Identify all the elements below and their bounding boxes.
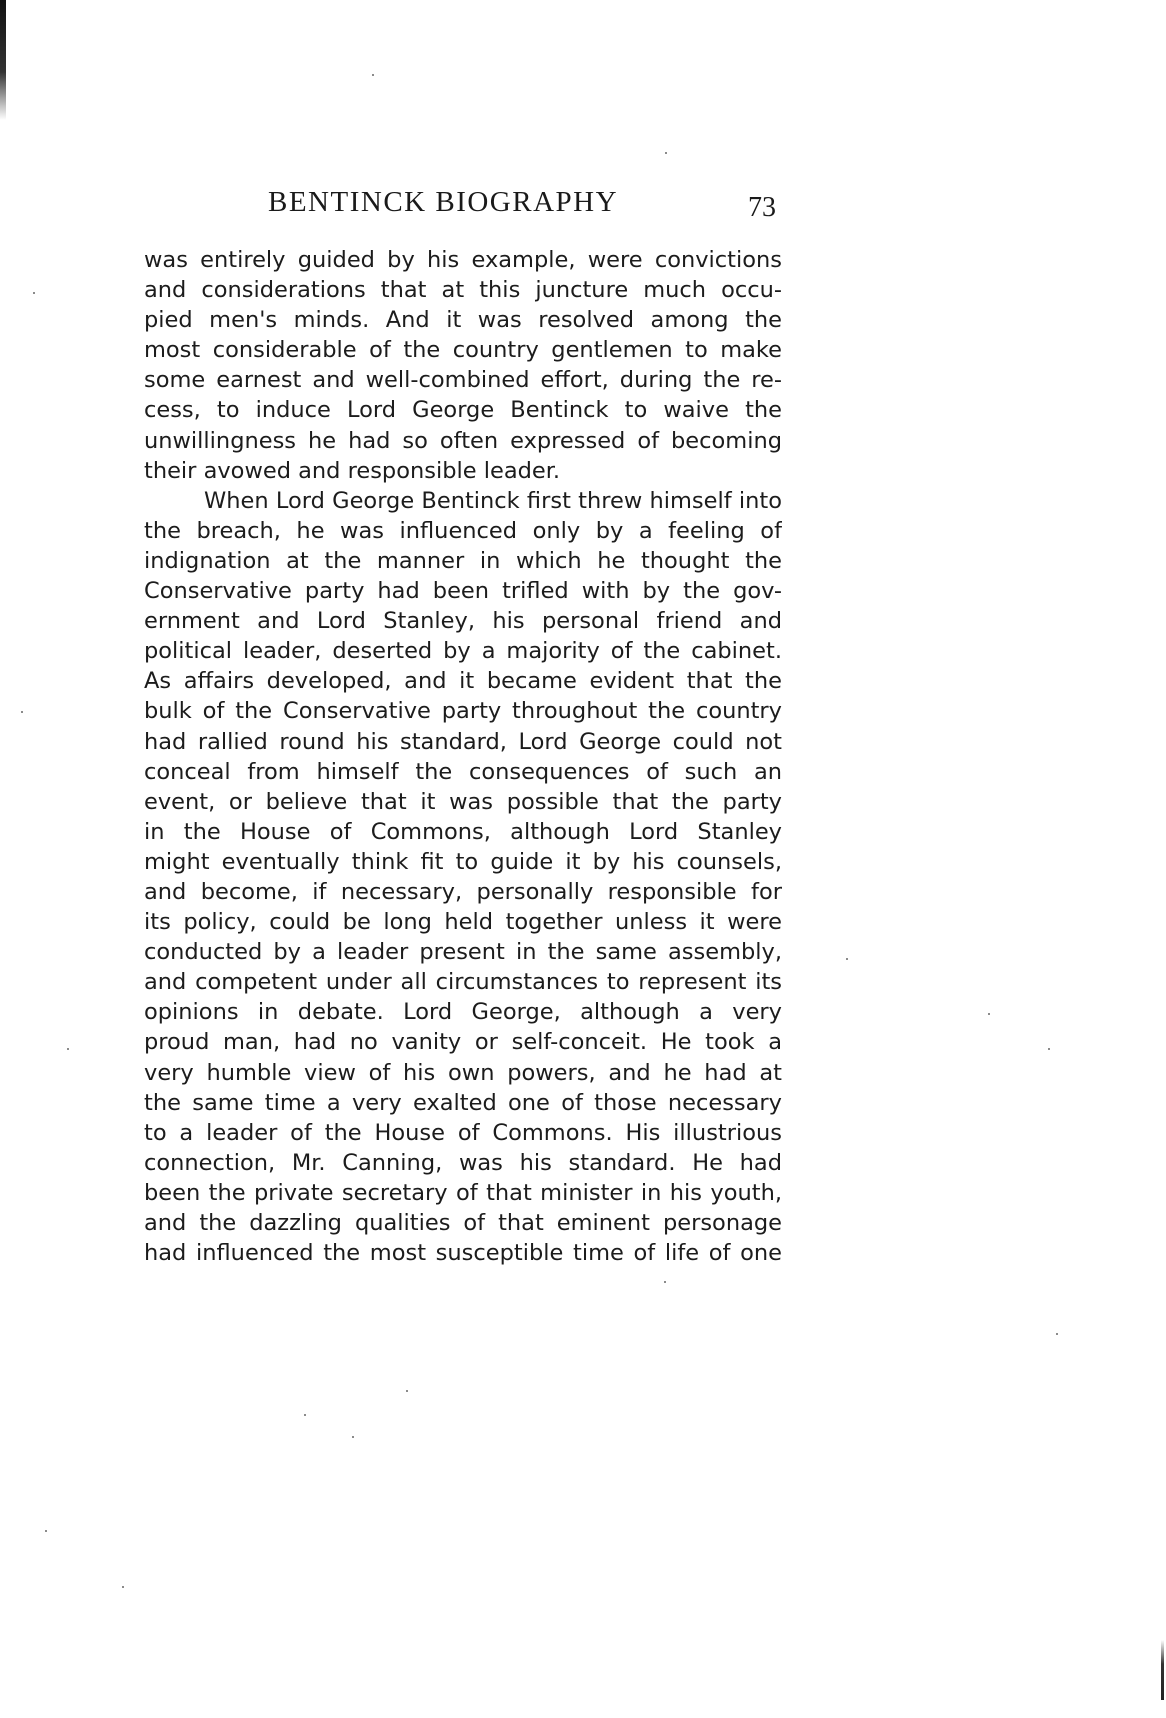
scan-speck [21, 711, 23, 713]
scan-speck [665, 152, 667, 154]
scan-speck [1056, 1333, 1058, 1335]
scan-edge-shadow [1161, 1640, 1164, 1700]
text-line: cess, to induce Lord George Bentinck to waive the [144, 397, 782, 424]
paragraph-2 [144, 486, 782, 1268]
text-line: was entirely guided by his example, were convictions [144, 247, 782, 273]
text-line: very humble view of his own powers, and he had at [144, 1059, 782, 1086]
body-text [144, 245, 782, 1268]
text-line: and considerations that at this juncture much occu- [144, 277, 782, 304]
scan-binding-shadow [0, 0, 6, 120]
paragraph-1 [144, 245, 782, 486]
text-line: and the dazzling qualities of that eminent personage [144, 1210, 782, 1236]
text-line: its policy, could be long held together unless it were [144, 909, 782, 936]
scan-speck [1048, 1048, 1050, 1050]
scan-speck [846, 958, 848, 960]
scan-speck [33, 292, 35, 294]
scan-speck [122, 1586, 124, 1588]
text-line: been the private secretary of that minister in his youth, [144, 1179, 782, 1206]
scan-speck [406, 1390, 408, 1392]
text-line: had rallied round his standard, Lord George could not [144, 728, 782, 755]
scan-speck [45, 1530, 47, 1532]
scan-speck [988, 1013, 990, 1015]
text-line: conducted by a leader present in the same assembly, [144, 939, 782, 966]
text-line: event, or believe that it was possible that the party [144, 788, 782, 815]
text-line: When Lord George Bentinck first threw himself into [204, 487, 782, 514]
text-line: Conservative party had been trifled with by the gov- [144, 578, 782, 605]
text-line: had influenced the most susceptible time of life of one [144, 1240, 782, 1267]
text-line: their avowed and responsible leader. [144, 457, 561, 484]
text-line: conceal from himself the consequences of such an [144, 758, 782, 785]
text-line: and become, if necessary, personally responsible for [144, 878, 782, 905]
text-line: As affairs developed, and it became evident that the [144, 668, 782, 695]
scan-speck [664, 1281, 666, 1283]
scan-speck [352, 1436, 354, 1438]
scan-speck [67, 1048, 69, 1050]
text-line: ernment and Lord Stanley, his personal friend and [144, 608, 782, 635]
text-line: some earnest and well-combined effort, during the re- [144, 367, 782, 394]
text-line: political leader, deserted by a majority of the cabinet. [144, 638, 782, 665]
scan-speck [304, 1414, 306, 1416]
text-line: indignation at the manner in which he thought the [144, 547, 782, 574]
text-line: the breach, he was influenced only by a feeling of [144, 517, 782, 544]
text-line: proud man, had no vanity or self-conceit. He took a [144, 1029, 782, 1056]
text-line: might eventually think fit to guide it by his counsels, [144, 848, 782, 875]
text-line: in the House of Commons, although Lord Stanley [144, 818, 782, 845]
text-line: pied men's minds. And it was resolved among the [144, 307, 782, 334]
page-number: 73 [748, 192, 776, 223]
text-line: opinions in debate. Lord George, although a very [144, 999, 782, 1026]
text-line: and competent under all circumstances to represent its [144, 969, 782, 996]
text-line: to a leader of the House of Commons. His illustrious [144, 1119, 782, 1146]
text-line: most considerable of the country gentlemen to make [144, 337, 782, 364]
text-line: connection, Mr. Canning, was his standard. He had [144, 1149, 782, 1176]
scan-speck [372, 74, 374, 76]
text-line: the same time a very exalted one of those necessary [144, 1089, 782, 1116]
page-header [268, 186, 788, 226]
text-line: bulk of the Conservative party throughout the country [144, 698, 782, 725]
text-line: unwillingness he had so often expressed of becoming [144, 427, 782, 454]
running-head: BENTINCK BIOGRAPHY [268, 186, 619, 218]
